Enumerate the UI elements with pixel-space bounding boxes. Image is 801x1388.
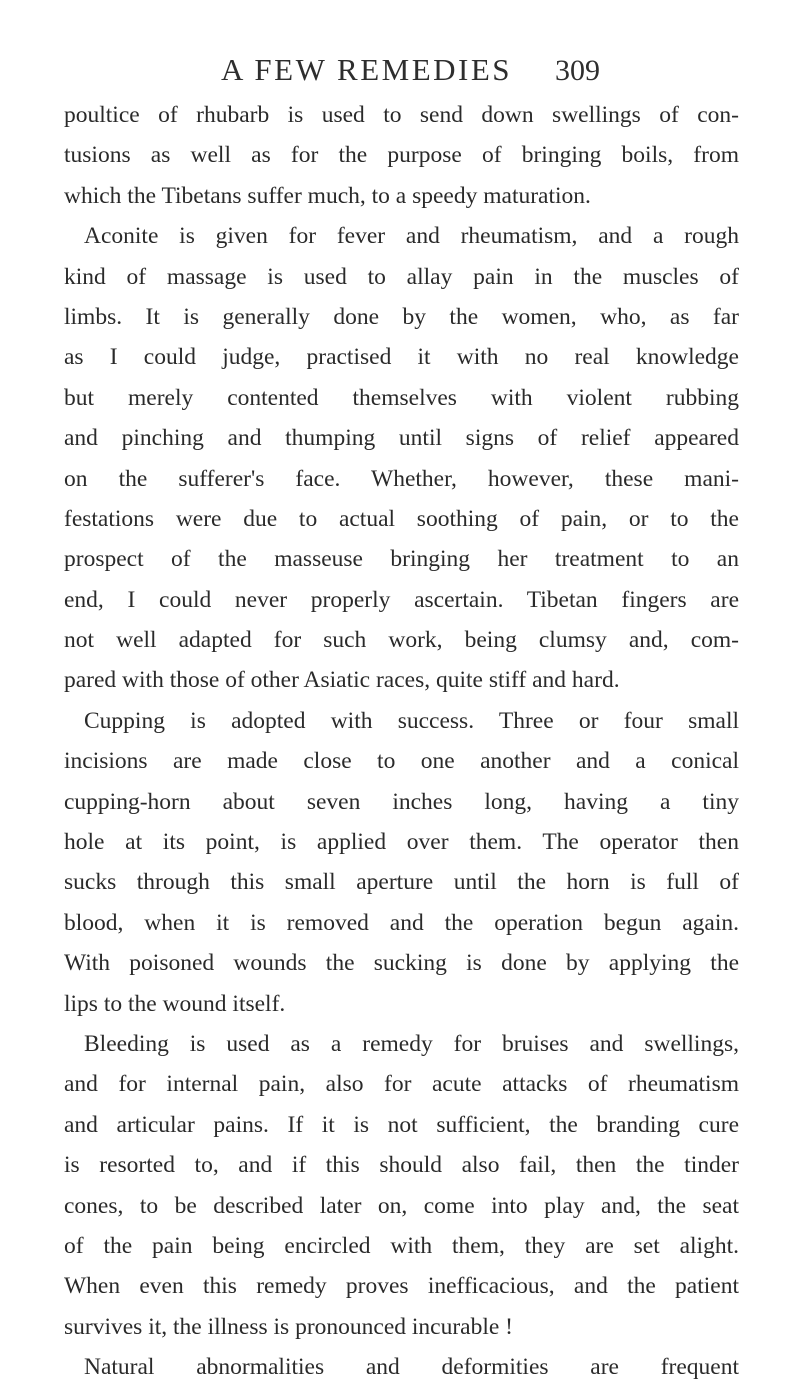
page-number: 309: [555, 54, 600, 87]
paragraph-start-line: Cupping is adopted with success. Three or four small: [84, 707, 739, 734]
text-line: cupping-horn about seven inches long, having a tiny: [64, 788, 739, 815]
text-line: and pinching and thumping until signs of relief appeared: [64, 425, 739, 452]
text-line: survives it, the illness is pronounced incurable !: [64, 1313, 514, 1340]
text-line: kind of massage is used to allay pain in the muscles of: [64, 263, 739, 290]
text-line: pared with those of other Asiatic races, quite stiff and hard.: [64, 667, 620, 694]
paragraph-start-line: Natural abnormalities and deformities are frequent: [84, 1354, 739, 1381]
text-line: not well adapted for such work, being clumsy and, com-: [64, 627, 739, 654]
text-line: end, I could never properly ascertain. Tibetan fingers are: [64, 586, 739, 613]
text-line: but merely contented themselves with violent rubbing: [64, 384, 739, 411]
text-line: of the pain being encircled with them, they are set alight.: [64, 1232, 739, 1259]
text-line: blood, when it is removed and the operation begun again.: [64, 909, 739, 936]
text-line: lips to the wound itself.: [64, 990, 286, 1017]
text-line: incisions are made close to one another and a conical: [64, 748, 739, 775]
text-line: sucks through this small aperture until the horn is full of: [64, 869, 739, 896]
text-line: prospect of the masseuse bringing her treatment to an: [64, 546, 739, 573]
text-line: tusions as well as for the purpose of bringing boils, from: [64, 142, 739, 169]
text-line: cones, to be described later on, come into play and, the seat: [64, 1192, 739, 1219]
text-line: as I could judge, practised it with no real knowledge: [64, 344, 739, 371]
text-line: which the Tibetans suffer much, to a speedy maturation.: [64, 182, 591, 209]
text-line: and for internal pain, also for acute attacks of rheumatism: [64, 1071, 739, 1098]
running-title: A FEW REMEDIES: [221, 52, 513, 87]
text-line: When even this remedy proves inefficacious, and the patient: [64, 1273, 739, 1300]
text-line: hole at its point, is applied over them. The operator then: [64, 829, 739, 856]
running-header: [0, 52, 801, 92]
body-text: [64, 95, 739, 1388]
text-line: With poisoned wounds the sucking is done by applying the: [64, 950, 739, 977]
text-line: and articular pains. If it is not sufficient, the branding cure: [64, 1111, 739, 1138]
text-line: is resorted to, and if this should also fail, then the tinder: [64, 1152, 739, 1179]
paragraph-start-line: Aconite is given for fever and rheumatism, and a rough: [84, 223, 739, 250]
paragraph-start-line: Bleeding is used as a remedy for bruises and swellings,: [84, 1030, 739, 1057]
text-line: festations were due to actual soothing of pain, or to the: [64, 505, 739, 532]
text-line: poultice of rhubarb is used to send down swellings of con-: [64, 102, 739, 128]
text-line: on the sufferer's face. Whether, however, these mani-: [64, 465, 739, 492]
text-line: limbs. It is generally done by the women, who, as far: [64, 303, 739, 330]
